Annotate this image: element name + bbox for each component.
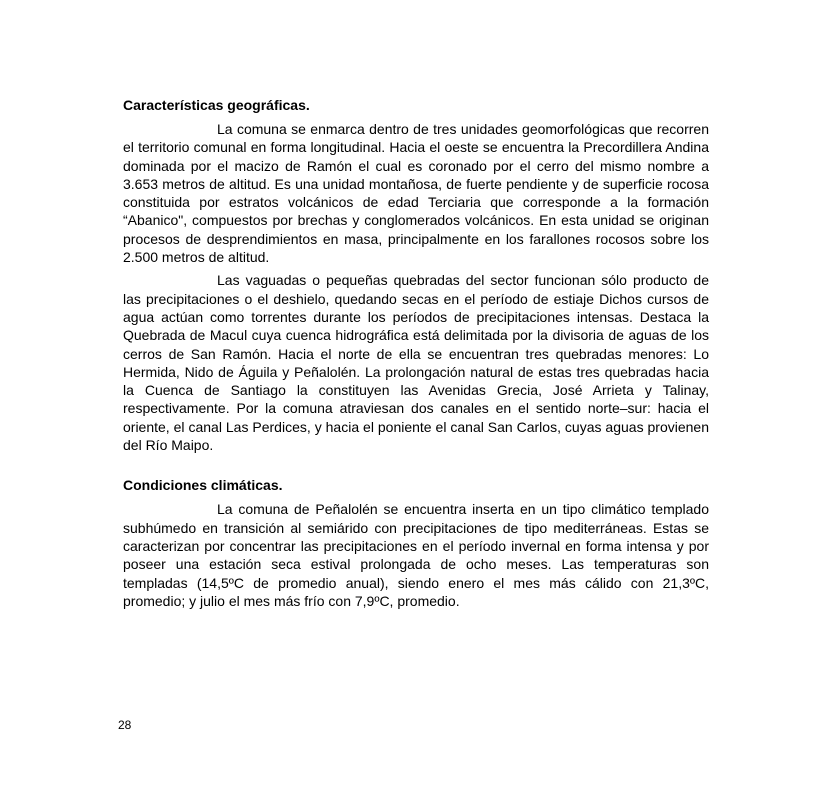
section-geographic-characteristics <box>123 96 709 454</box>
section-climate-conditions <box>123 476 709 610</box>
section-heading-geographic: Características geográficas. <box>123 97 310 113</box>
section-heading-climate: Condiciones climáticas. <box>123 477 283 494</box>
paragraph-hydrography: Las vaguadas o pequeñas quebradas del sector funcionan sólo producto de las precipitaciones o el deshielo, quedando secas en el período de estiaje Dichos cursos de agua actúan como torrentes durante los períodos de precipitaciones intensas. Destaca la Quebrada de Macul cuya cuenca hidrográfica está delimitada por la divisoria de aguas de los cerros de San Ramón. Hacia el norte de ella se encuentran tres quebradas menores: Lo Hermida, Nido de Águila y Peñalolén. La prolongación natural de estas tres quebradas hacia la Cuenca de Santiago la constituyen las Avenidas Grecia, José Arrieta y Talinay, respectivamente. Por la comuna atraviesan dos canales en el sentido norte–sur: hacia el oriente, el canal Las Perdices, y hacia el poniente el canal San Carlos, cuyas aguas provienen del Río Maipo. <box>123 272 709 454</box>
page-content <box>123 96 709 615</box>
paragraph-geomorphology: La comuna se enmarca dentro de tres unidades geomorfológicas que recorren el territorio comunal en forma longitudinal. Hacia el oeste se encuentra la Precordillera Andina dominada por el macizo de Ramón el cual es coronado por el cerro del mismo nombre a 3.653 metros de altitud. Es una unidad montañosa, de fuerte pendiente y de superficie rocosa constituida por estratos volcánicos de edad Terciaria que corresponde a la formación “Abanico", compuestos por brechas y conglomerados volcánicos. En esta unidad se originan procesos de desprendimientos en masa, principalmente en los farallones rocosos sobre los 2.500 metros de altitud. <box>123 121 709 266</box>
page-number: 28 <box>118 718 132 732</box>
paragraph-climate: La comuna de Peñalolén se encuentra inserta en un tipo climático templado subhúmedo en transición al semiárido con precipitaciones de tipo mediterráneas. Estas se caracterizan por concentrar las precipitaciones en el período invernal en forma intensa y por poseer una estación seca estival prolongada de ocho meses. Las temperaturas son templadas (14,5ºC de promedio anual), siendo enero el mes más cálido con 21,3ºC, promedio; y julio el mes más frío con 7,9ºC, promedio. <box>123 501 709 609</box>
